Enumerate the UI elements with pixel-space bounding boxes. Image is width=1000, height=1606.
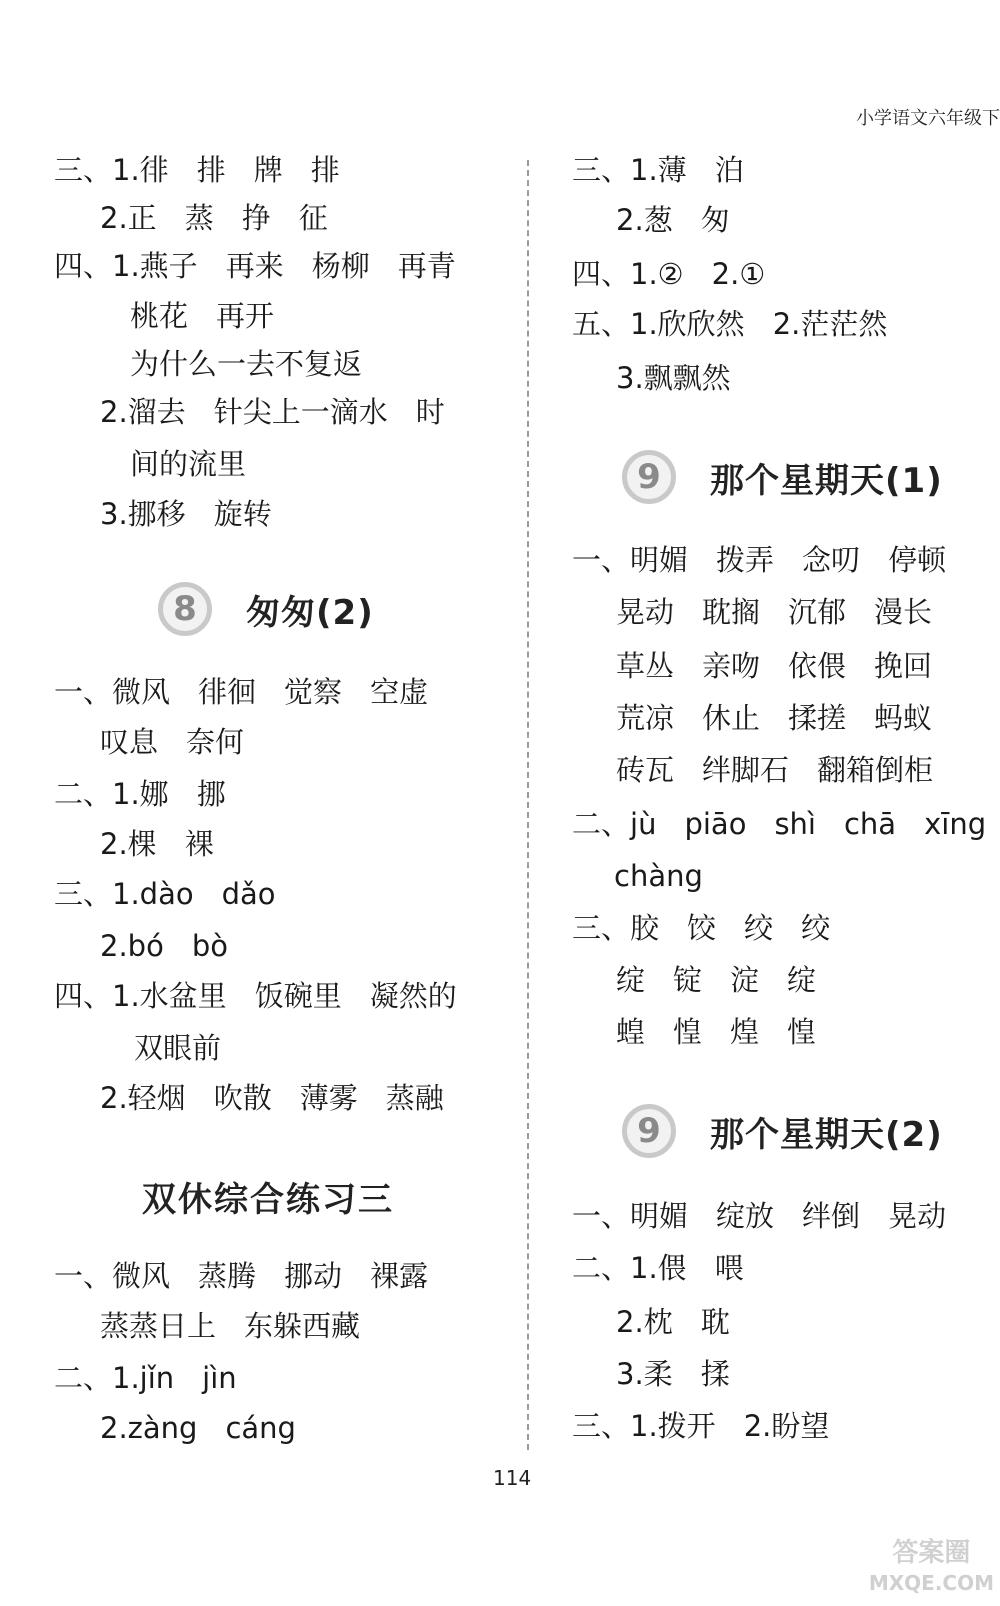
answer-token: 蚂蚁 [874, 701, 933, 735]
answer-token: 绽放 [716, 1199, 775, 1233]
answer-token: 晃动 [888, 1199, 947, 1233]
answer-token: 拨开 [657, 1409, 716, 1443]
section-title-9a [622, 450, 943, 504]
section-title-text: 那个星期天(2) [710, 1114, 943, 1155]
answer-token: 晃动 [616, 595, 675, 629]
section-title-text: 那个星期天(1) [710, 460, 943, 501]
item-number: 四、1. [572, 257, 658, 291]
answer-token: 绽 [616, 963, 646, 997]
answer-token: chā [843, 807, 897, 841]
answer-token: 胶 [630, 911, 660, 945]
answer-token: 念叨 [802, 543, 861, 577]
answer-token: 绽 [787, 963, 817, 997]
answer-token: bò [191, 929, 228, 963]
answer-token: 东躲西藏 [244, 1309, 361, 1343]
answer-token: 漫长 [874, 595, 933, 629]
answer-token: 惶 [787, 1015, 817, 1049]
lesson-number-badge: 8 [158, 582, 212, 636]
item-number: 一、 [572, 543, 631, 577]
section-title-8 [158, 582, 374, 636]
section-title-9b [622, 1104, 943, 1158]
answer-token: 棵 [127, 827, 157, 861]
lesson-number-badge: 9 [622, 450, 676, 504]
item-number: 五、1. [572, 307, 658, 341]
answer-token: 绞 [744, 911, 774, 945]
answer-line [616, 1304, 730, 1340]
item-number: 三、1. [54, 877, 140, 911]
answer-line [54, 152, 340, 188]
answer-token: 征 [298, 201, 328, 235]
answer-token: 泊 [714, 153, 744, 187]
answer-token: zàng [127, 1411, 198, 1445]
answer-token: 依偎 [788, 649, 847, 683]
answer-line [100, 394, 445, 430]
answer-token: 吹散 [213, 1081, 272, 1115]
answer-token: 挪移 [127, 497, 186, 531]
item-number: 二、 [572, 807, 631, 841]
answer-token: 凝然的 [369, 979, 457, 1013]
answer-line [100, 724, 244, 760]
answer-token: 挣 [241, 201, 271, 235]
lesson-number-badge: 9 [622, 1104, 676, 1158]
answer-token: 翻箱倒柜 [817, 753, 934, 787]
answer-token: 排 [310, 153, 340, 187]
answer-token: 砖瓦 [616, 753, 675, 787]
watermark-line: 答案圈 [892, 1538, 971, 1568]
answer-token: 葱 [643, 203, 673, 237]
answer-line [616, 202, 730, 238]
answer-token: 牌 [253, 153, 283, 187]
answer-token: 燕子 [139, 249, 198, 283]
answer-token: 徘徊 [198, 675, 257, 709]
item-number: 2. [100, 1081, 128, 1115]
item-number: 四、1. [54, 249, 140, 283]
watermark [869, 1538, 994, 1598]
answer-line [616, 962, 816, 998]
answer-token: dǎo [221, 877, 276, 911]
item-number: 3. [616, 1357, 644, 1391]
answer-token: 裸 [184, 827, 214, 861]
answer-token: 绞 [801, 911, 831, 945]
answer-token: shì [774, 807, 816, 841]
answer-line [54, 876, 276, 912]
answer-token: 奈何 [186, 725, 245, 759]
answer-line: chàng [614, 859, 703, 893]
answer-line [100, 826, 214, 862]
answer-line [616, 648, 932, 684]
answer-token: 桃花 [130, 299, 189, 333]
answer-line [572, 152, 744, 188]
item-number: 三、1. [572, 1409, 658, 1443]
answer-token: 再来 [225, 249, 284, 283]
column-divider [527, 160, 529, 1450]
answer-token: 飘飘然 [643, 361, 731, 395]
item-number: 四、1. [54, 979, 140, 1013]
answer-token: 轻烟 [127, 1081, 186, 1115]
answer-line [100, 1410, 296, 1446]
answer-line [100, 928, 228, 964]
answer-token: 喂 [714, 1251, 744, 1285]
item-number: 三、 [572, 911, 631, 945]
item-number: 三、1. [54, 153, 140, 187]
answer-line [572, 806, 986, 842]
answer-token: 水盆里 [139, 979, 227, 1013]
answer-line [572, 256, 765, 292]
answer-token: 旋转 [213, 497, 272, 531]
item-number: 2. [100, 827, 128, 861]
answer-line [572, 542, 946, 578]
answer-token: jìn [202, 1361, 237, 1395]
answer-token: 草丛 [616, 649, 675, 683]
answer-line [572, 910, 830, 946]
answer-token: 徘 [139, 153, 169, 187]
item-number: 3. [616, 361, 644, 395]
answer-token: 偎 [657, 1251, 687, 1285]
answer-token: 明媚 [630, 1199, 689, 1233]
item-number: 二、1. [54, 1361, 140, 1395]
answer-token: 溜去 [127, 395, 186, 429]
answer-line: 间的流里 [130, 447, 247, 481]
answer-token: 耽搁 [702, 595, 761, 629]
answer-token: 空虚 [370, 675, 429, 709]
item-number: 二、1. [54, 777, 140, 811]
answer-token: 觉察 [284, 675, 343, 709]
review-title: 双休综合练习三 [142, 1180, 394, 1220]
item-number: 2. [100, 395, 128, 429]
answer-token: 裸露 [370, 1259, 429, 1293]
answer-line [616, 360, 731, 396]
answer-token: 饭碗里 [254, 979, 342, 1013]
item-number: 2. [616, 203, 644, 237]
answer-token: 休止 [702, 701, 761, 735]
answer-token: 沉郁 [788, 595, 847, 629]
answer-line [616, 1356, 730, 1392]
answer-token: piāo [684, 807, 747, 841]
item-number: 2. [100, 1411, 128, 1445]
answer-line [572, 1408, 829, 1444]
answer-line [616, 700, 932, 736]
answer-token: 柔 [643, 1357, 673, 1391]
answer-token: 耽 [700, 1305, 730, 1339]
answer-token: 匆 [700, 203, 730, 237]
answer-token: 针尖上一滴水 [213, 395, 388, 429]
answer-token: 惶 [673, 1015, 703, 1049]
page-number: 114 [493, 1466, 532, 1490]
item-number: 三、1. [572, 153, 658, 187]
answer-token: dào [139, 877, 194, 911]
answer-token: 2.茫茫然 [772, 307, 888, 341]
watermark-line: MXQE.COM [868, 1571, 994, 1595]
answer-token: 荒凉 [616, 701, 675, 735]
answer-token: 正 [127, 201, 157, 235]
answer-token: 锭 [673, 963, 703, 997]
answer-line [54, 776, 226, 812]
answer-token: jǐn [139, 1361, 175, 1395]
answer-token: ② [657, 257, 684, 291]
answer-token: 亲吻 [702, 649, 761, 683]
item-number: 一、 [572, 1199, 631, 1233]
answer-token: jù [630, 807, 657, 841]
answer-line [100, 1080, 444, 1116]
answer-token: xīng [924, 807, 987, 841]
answer-token: 蒸蒸日上 [100, 1309, 217, 1343]
answer-line [54, 978, 457, 1014]
answer-line [616, 752, 933, 788]
answer-token: 2.盼望 [743, 1409, 830, 1443]
answer-token: 微风 [112, 1259, 171, 1293]
answer-token: bó [127, 929, 164, 963]
answer-token: 煌 [730, 1015, 760, 1049]
answer-token: 饺 [687, 911, 717, 945]
answer-line [54, 248, 456, 284]
answer-token: 停顿 [888, 543, 947, 577]
answer-token: 再开 [216, 299, 275, 333]
answer-token: 再青 [397, 249, 456, 283]
answer-token: 揉 [700, 1357, 730, 1391]
answer-token: 明媚 [630, 543, 689, 577]
answer-line [100, 1308, 360, 1344]
answer-line [130, 298, 274, 334]
answer-token: 挪动 [284, 1259, 343, 1293]
answer-line [100, 200, 328, 236]
answer-token: 薄雾 [299, 1081, 358, 1115]
answer-token: 绊倒 [802, 1199, 861, 1233]
answer-token: 排 [196, 153, 226, 187]
answer-token: 拨弄 [716, 543, 775, 577]
answer-line [572, 306, 887, 342]
answer-token: 叹息 [100, 725, 159, 759]
answer-token: 绊脚石 [702, 753, 790, 787]
answer-token: 枕 [643, 1305, 673, 1339]
answer-line [616, 1014, 816, 1050]
answer-line: 为什么一去不复返 [130, 347, 363, 381]
answer-token: 欣欣然 [657, 307, 745, 341]
answer-line [54, 1360, 237, 1396]
item-number: 一、 [54, 675, 113, 709]
answer-token: 2.① [711, 257, 766, 291]
book-header: 小学语文六年级下 [856, 108, 1000, 129]
answer-line [572, 1250, 744, 1286]
item-number: 2. [100, 201, 128, 235]
answer-token: 蒸融 [385, 1081, 444, 1115]
answer-token: 挪 [196, 777, 226, 811]
item-number: 一、 [54, 1259, 113, 1293]
answer-token: 杨柳 [311, 249, 370, 283]
answer-line [100, 496, 272, 532]
answer-token: 薄 [657, 153, 687, 187]
answer-token: cáng [225, 1411, 296, 1445]
answer-token: 微风 [112, 675, 171, 709]
answer-line [54, 1258, 428, 1294]
answer-token: 蝗 [616, 1015, 646, 1049]
answer-token: 蒸 [184, 201, 214, 235]
answer-line: 双眼前 [134, 1031, 222, 1065]
answer-token: 娜 [139, 777, 169, 811]
answer-line [616, 594, 932, 630]
answer-token: 淀 [730, 963, 760, 997]
section-title-text: 匆匆(2) [246, 592, 374, 633]
answer-token: 揉搓 [788, 701, 847, 735]
item-number: 2. [616, 1305, 644, 1339]
answer-token: 蒸腾 [198, 1259, 257, 1293]
answer-token: 挽回 [874, 649, 933, 683]
item-number: 2. [100, 929, 128, 963]
item-number: 3. [100, 497, 128, 531]
answer-line [572, 1198, 946, 1234]
answer-line [54, 674, 428, 710]
answer-token: 时 [415, 395, 445, 429]
item-number: 二、1. [572, 1251, 658, 1285]
